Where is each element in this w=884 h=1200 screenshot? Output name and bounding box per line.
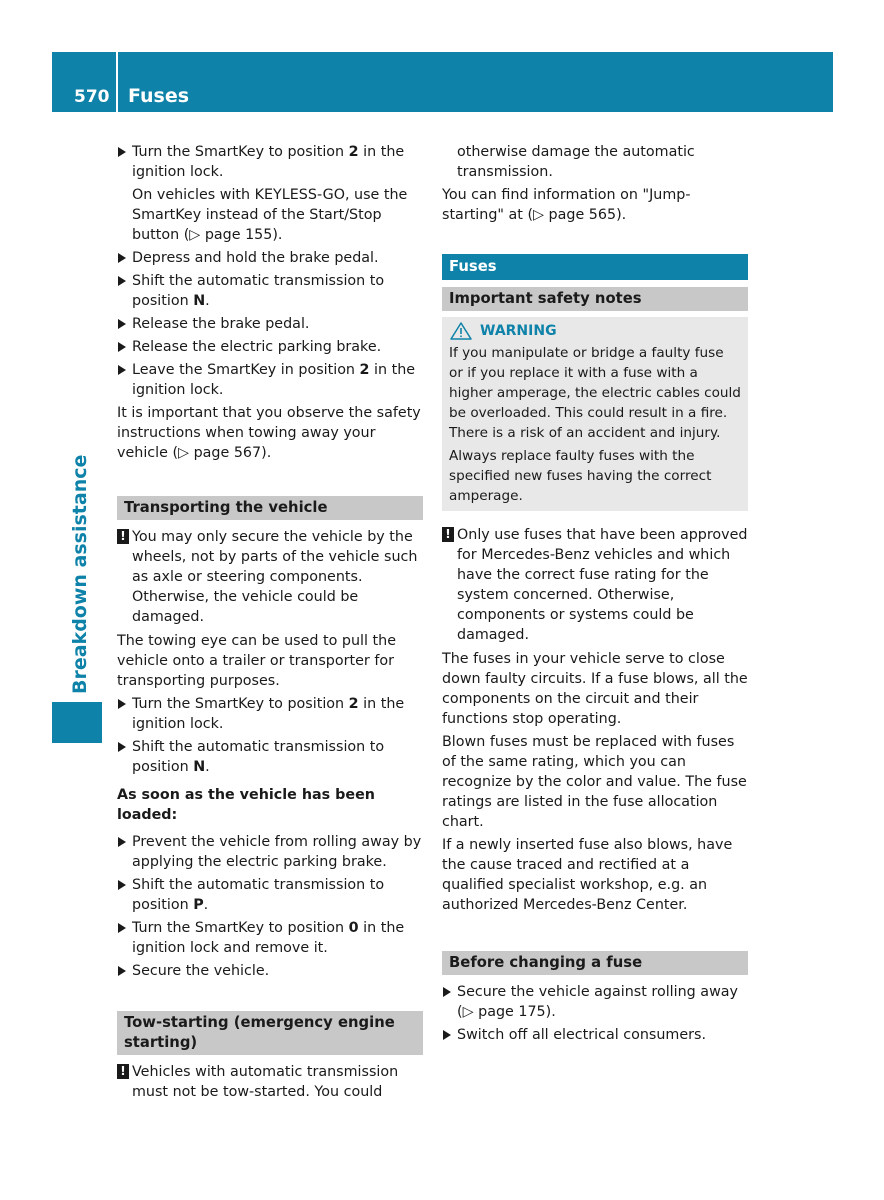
section-heading-fuses: Fuses — [442, 254, 748, 280]
list-item: Depress and hold the brake pedal. — [117, 248, 423, 268]
section-heading-tow-starting: Tow-starting (emergency engine starting) — [117, 1011, 423, 1055]
list-item: Turn the SmartKey to position 0 in the ignition lock and remove it. — [117, 918, 423, 958]
exclamation-notice-icon: ! — [117, 529, 129, 544]
subsection-heading-safety: Important safety notes — [442, 287, 748, 311]
list-item: Switch off all electrical consumers. — [442, 1025, 748, 1045]
notice-transport: ! You may only secure the vehicle by the wheels, not by parts of the vehicle such as axle or steering components. Otherwise, the vehicle could be damaged. — [117, 527, 423, 627]
list-item: Prevent the vehicle from rolling away by applying the electric parking brake. — [117, 832, 423, 872]
list-item: Leave the SmartKey in position 2 in the ignition lock. — [117, 360, 423, 400]
left-column — [117, 142, 423, 1105]
warning-text: Always replace faulty fuses with the specified new fuses having the correct amperage. — [449, 448, 712, 504]
section-heading-transporting: Transporting the vehicle — [117, 496, 423, 520]
notice-fuses: ! Only use fuses that have been approved for Mercedes-Benz vehicles and which have the correct fuse rating for the system concerned. Otherwise, components or systems could be damaged. — [442, 525, 748, 645]
list-item: Release the brake pedal. — [117, 314, 423, 334]
notice-tow-starting-continued: otherwise damage the automatic transmission. — [457, 144, 695, 180]
list-item: Turn the SmartKey to position 2 in the ignition lock. — [117, 142, 423, 182]
notice-tow-starting: ! Vehicles with automatic transmission must not be tow-started. You could — [117, 1062, 423, 1102]
list-item: Secure the vehicle against rolling away (▷ page 175). — [442, 982, 748, 1022]
loaded-heading: As soon as the vehicle has been loaded: — [117, 787, 375, 823]
side-tab-label: Breakdown assistance — [69, 454, 91, 694]
exclamation-notice-icon: ! — [442, 527, 454, 542]
paragraph-jump-starting: You can find information on "Jump-starting" at (▷ page 565). — [442, 187, 691, 223]
page-number: 570 — [74, 87, 110, 107]
list-item: Secure the vehicle. — [117, 961, 423, 981]
list-item: Turn the SmartKey to position 2 in the ignition lock. — [117, 694, 423, 734]
header-divider — [116, 52, 118, 112]
exclamation-notice-icon: ! — [117, 1064, 129, 1079]
paragraph-blown-fuses: Blown fuses must be replaced with fuses of the same rating, which you can recognize by the color and value. The fuse ratings are listed in the fuse allocation chart. — [442, 734, 747, 830]
paragraph-towing-eye: The towing eye can be used to pull the vehicle onto a trailer or transporter for transporting purposes. — [117, 633, 396, 689]
page-title: Fuses — [128, 85, 190, 107]
paragraph-close-down: The fuses in your vehicle serve to close down faulty circuits. If a fuse blows, all the components on the circuit and their functions stop operating. — [442, 651, 748, 727]
warning-header — [449, 321, 741, 341]
side-tab-block — [52, 702, 102, 743]
list-item: Release the electric parking brake. — [117, 337, 423, 357]
paragraph-observe-safety: It is important that you observe the safety instructions when towing away your vehicle (▷ page 567). — [117, 405, 421, 461]
paragraph-new-fuse-blows: If a newly inserted fuse also blows, have the cause traced and rectified at a qualified specialist workshop, e.g. an authorized Mercedes-Benz Center. — [442, 837, 733, 913]
list-item: Shift the automatic transmission to position N. — [117, 737, 423, 777]
warning-box — [442, 317, 748, 511]
list-item: Shift the automatic transmission to position N. — [117, 271, 423, 311]
warning-text: If you manipulate or bridge a faulty fuse or if you replace it with a fuse with a higher amperage, the electric cables could be overloaded. This could result in a fire. There is a risk of an accident and injury. — [449, 345, 741, 441]
warning-triangle-icon — [450, 322, 472, 340]
list-item: Shift the automatic transmission to position P. — [117, 875, 423, 915]
subsection-heading-before-changing: Before changing a fuse — [442, 951, 748, 975]
right-column — [442, 142, 748, 1048]
warning-title: WARNING — [480, 323, 557, 339]
list-item-subtext: On vehicles with KEYLESS-GO, use the SmartKey instead of the Start/Stop button (▷ page 155). — [132, 187, 408, 243]
